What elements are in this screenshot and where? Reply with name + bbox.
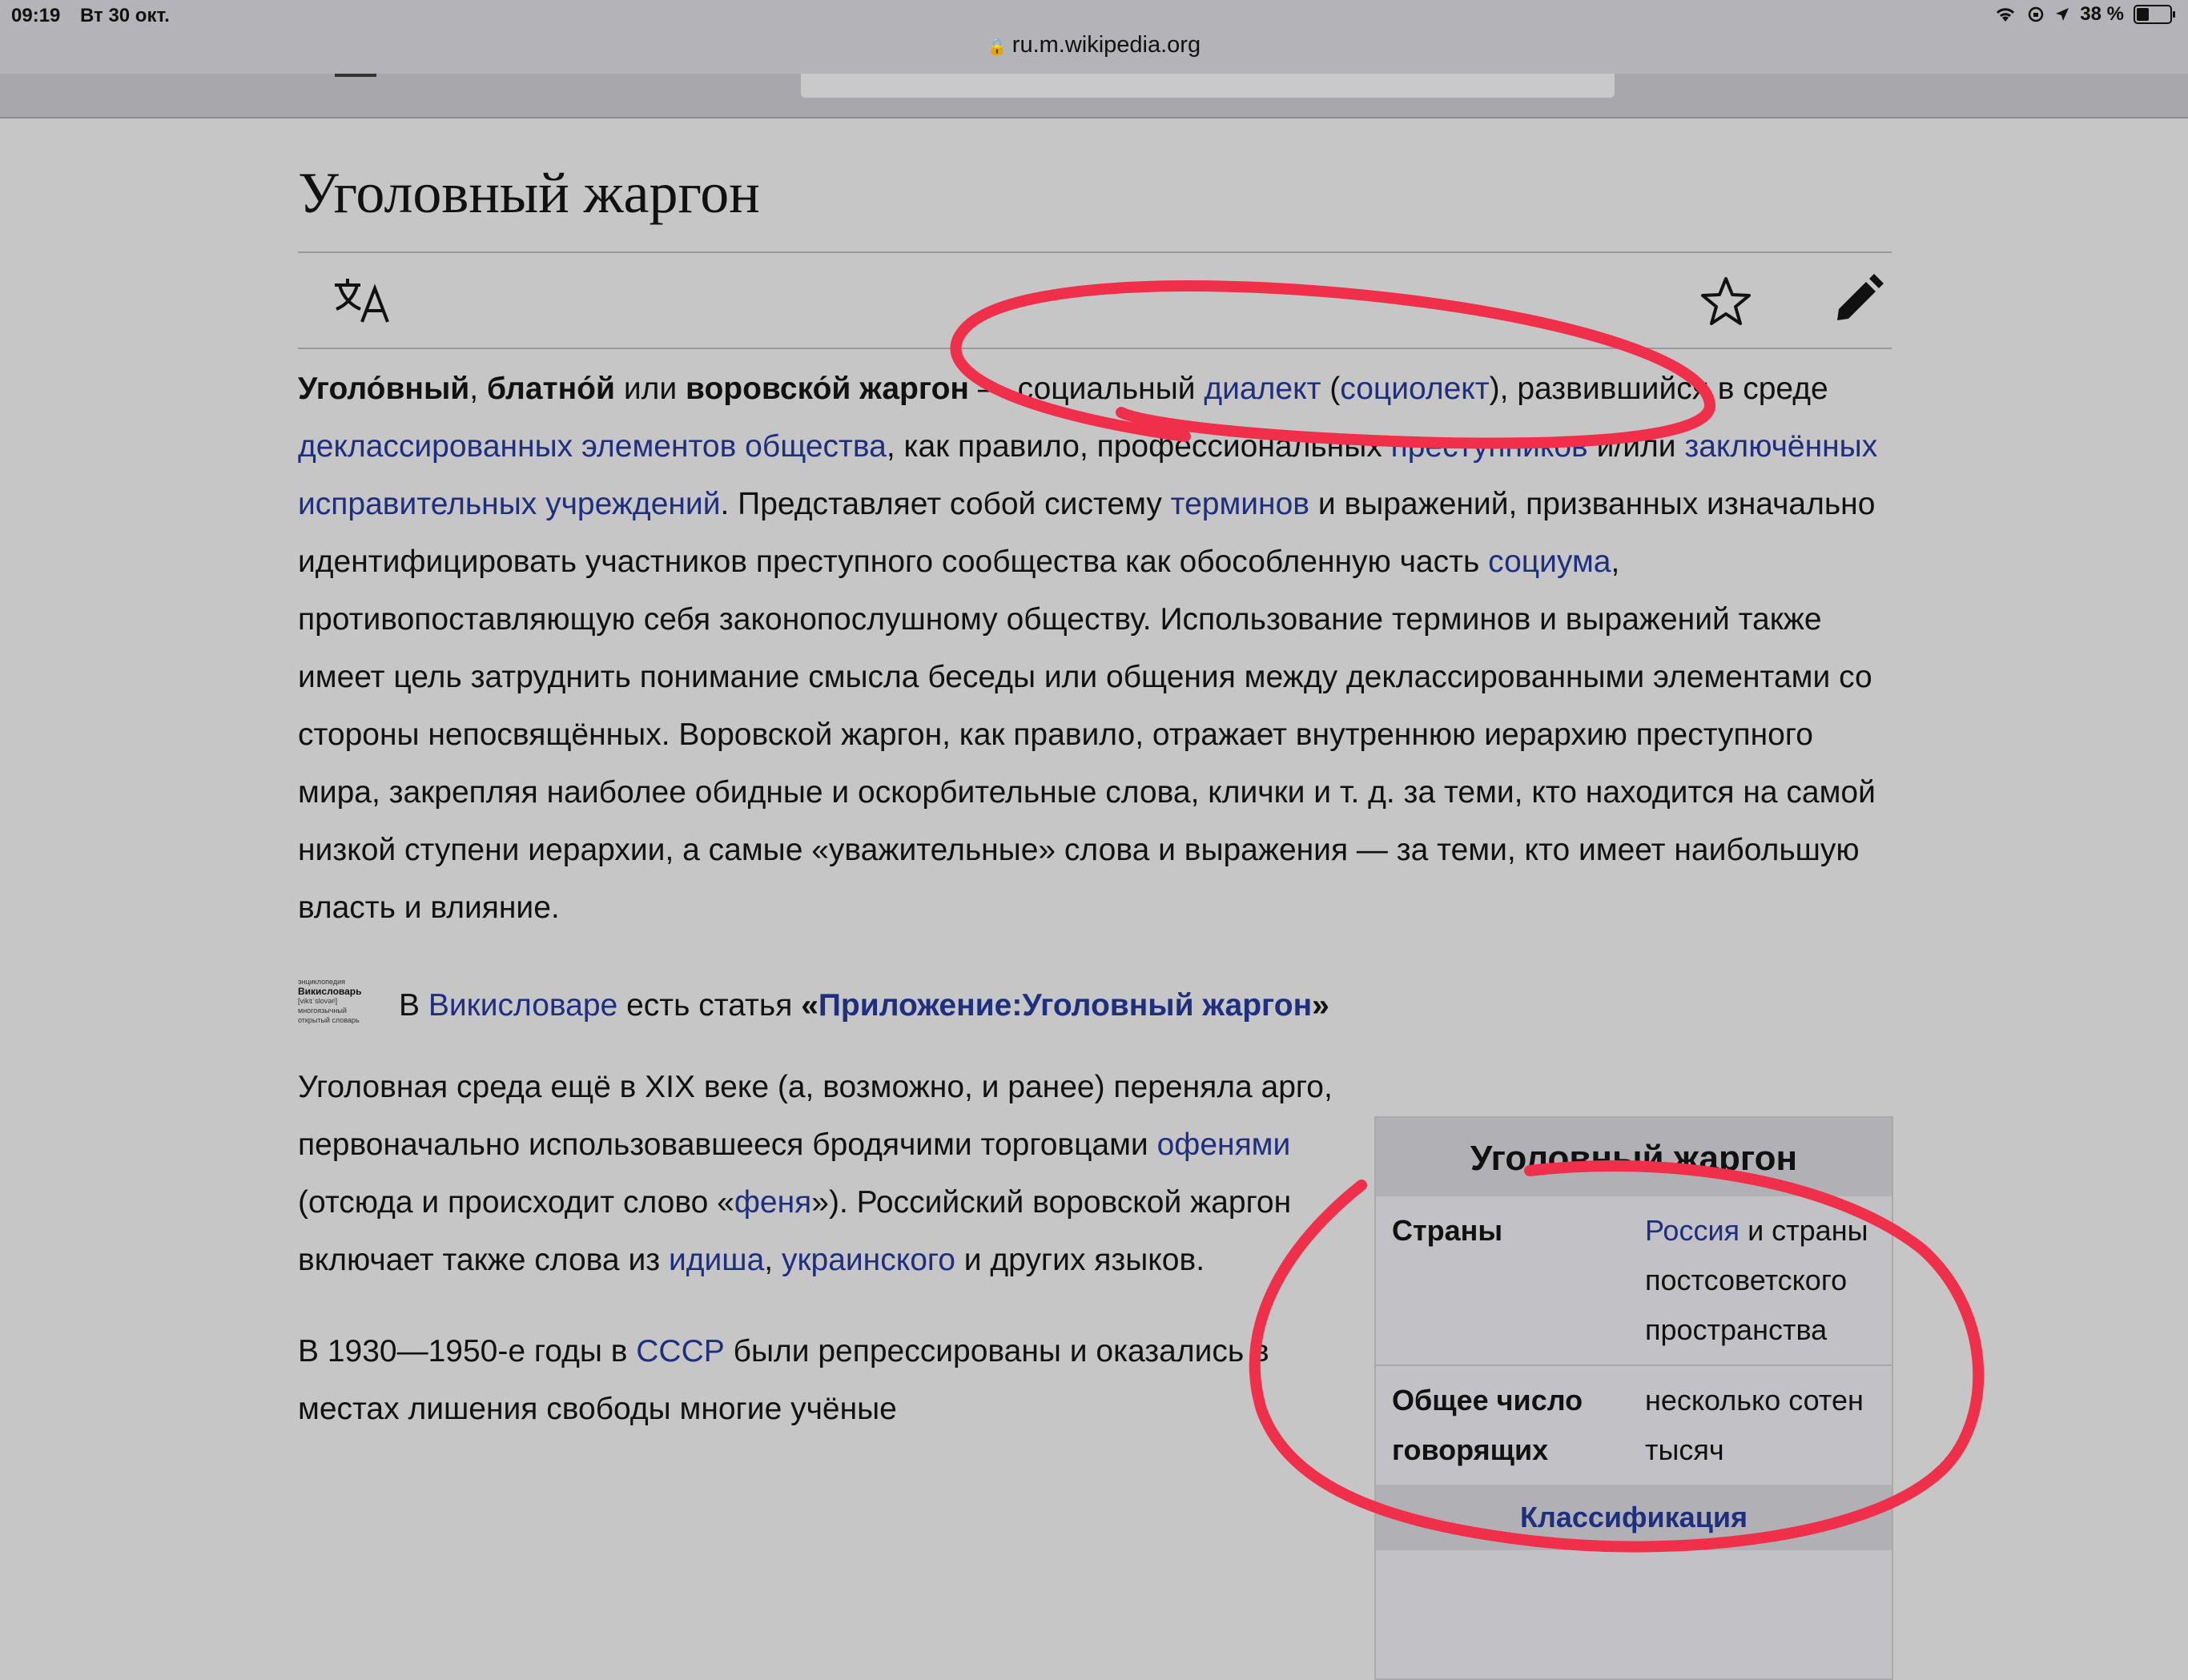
paragraph-3 bbox=[298, 1323, 1355, 1438]
article-link[interactable]: диалект bbox=[1204, 372, 1321, 407]
battery-level bbox=[2137, 8, 2149, 21]
lock-icon: 🔒 bbox=[987, 38, 1008, 56]
text-run: , bbox=[469, 372, 487, 407]
text-run: и/или bbox=[1587, 429, 1685, 464]
hamburger-icon[interactable] bbox=[335, 74, 376, 77]
text-run: , как правило, профессиональных bbox=[886, 429, 1391, 464]
orientation-lock-icon bbox=[2027, 6, 2045, 23]
article-link[interactable]: терминов bbox=[1170, 487, 1310, 522]
text-run: и выражений, призванных изначально идентифицировать участников преступного сообщества как обособленную часть bbox=[298, 487, 1876, 580]
text-run: . Представляет собой систему bbox=[720, 487, 1171, 522]
article-link[interactable]: феня bbox=[734, 1185, 812, 1220]
article-body-left bbox=[298, 977, 1355, 1438]
bold-text: Уголо́вный bbox=[298, 372, 470, 407]
infobox bbox=[1374, 1116, 1893, 1680]
infobox-label-speakers: Общее число говорящих bbox=[1392, 1384, 1583, 1466]
text-run: есть статья bbox=[617, 988, 802, 1023]
pencil-icon[interactable] bbox=[1831, 274, 1884, 327]
countries-rest: и страны постсоветского пространства bbox=[1645, 1214, 1868, 1346]
infobox-table bbox=[1376, 1196, 1892, 1485]
article-link[interactable]: преступников bbox=[1390, 429, 1588, 464]
article-link[interactable]: заключённых исправительных учреждений bbox=[298, 429, 1878, 522]
article-link[interactable]: СССР bbox=[636, 1334, 725, 1369]
bold-text: « bbox=[801, 988, 818, 1023]
text-run: (отсюда и происходит слово « bbox=[298, 1185, 734, 1220]
location-icon bbox=[2054, 6, 2070, 22]
text-run: »). Российский воровской жаргон включает также слова из bbox=[298, 1185, 1292, 1278]
text-run: — социальный bbox=[969, 372, 1205, 407]
text-run: и других языков. bbox=[955, 1243, 1205, 1278]
wifi-icon bbox=[1993, 6, 2017, 23]
paragraph-2 bbox=[298, 1059, 1355, 1289]
wiktionary-notice bbox=[298, 977, 1355, 1035]
article-link[interactable]: социума bbox=[1488, 545, 1611, 580]
text-run: , bbox=[764, 1243, 782, 1278]
bold-text: блатно́й bbox=[486, 372, 615, 407]
article-link[interactable]: офенями bbox=[1156, 1127, 1291, 1163]
wiktionary-text bbox=[399, 977, 1355, 1035]
star-icon[interactable] bbox=[1699, 275, 1752, 328]
text-run: ( bbox=[1321, 372, 1341, 407]
article-link[interactable]: социолект bbox=[1340, 372, 1490, 407]
wiki-header bbox=[0, 74, 2188, 119]
infobox-value-countries bbox=[1629, 1196, 1892, 1365]
wiktionary-logo-line2: Викисловарь bbox=[298, 986, 362, 998]
search-input[interactable] bbox=[801, 74, 1615, 98]
article-link[interactable]: украинского bbox=[781, 1243, 955, 1278]
status-time: 09:19 bbox=[11, 5, 61, 26]
text-run: ), развившийся в среде bbox=[1489, 372, 1828, 407]
wiktionary-logo-line3: [vikʲɪˈslovərʲ] bbox=[298, 997, 338, 1006]
text-run: были репрессированы и оказались в местах лишения свободы многие учёные bbox=[298, 1334, 1269, 1427]
address-bar[interactable] bbox=[0, 32, 2188, 58]
article-link[interactable]: Викисловаре bbox=[428, 988, 618, 1023]
wiktionary-logo-line1: энциклопедия bbox=[298, 978, 345, 987]
status-bar bbox=[0, 0, 2188, 75]
wiktionary-logo-line4: многоязычный bbox=[298, 1007, 347, 1015]
infobox-row-speakers bbox=[1376, 1365, 1892, 1485]
bold-text: » bbox=[1312, 988, 1329, 1023]
infobox-row-countries bbox=[1376, 1196, 1892, 1365]
link-russia[interactable]: Россия bbox=[1645, 1214, 1740, 1247]
url-text: ru.m.wikipedia.org bbox=[1012, 32, 1201, 58]
article-link[interactable]: Приложение:Уголовный жаргон bbox=[818, 988, 1313, 1023]
text-run: В bbox=[399, 988, 428, 1023]
lead-paragraph bbox=[298, 360, 1892, 937]
article-toolbar bbox=[298, 251, 1892, 349]
classification-link[interactable]: Классификация bbox=[1520, 1501, 1748, 1533]
text-run: , противопоставляющую себя законопослушному обществу. Использование терминов и выражений также имеет цель затруднить понимание смысла беседы или общения между деклассированными элементами со стороны непосвящённых. Воровской жаргон, как правило, отражает внутреннюю иерархию преступного мира, закрепляя наиболее обидные и оскорбительные слова, клички и т. д. за теми, кто находится на самой низкой ступени иерархии, а самые «уважительные» слова и выражения — за теми, кто имеет наибольшую власть и влияние. bbox=[298, 545, 1876, 926]
status-date: Вт 30 окт. bbox=[80, 5, 170, 26]
infobox-value-speakers: несколько сотен тысяч bbox=[1645, 1384, 1864, 1466]
infobox-section-classification[interactable] bbox=[1376, 1485, 1892, 1550]
infobox-label-countries: Страны bbox=[1376, 1196, 1629, 1365]
article-link[interactable]: идиша bbox=[668, 1243, 765, 1278]
article-link[interactable]: деклассированных элементов общества bbox=[298, 429, 887, 464]
text-run: Уголовная среда ещё в XIX веке (а, возможно, и ранее) переняла арго, первоначально использовавшееся бродячими торговцами bbox=[298, 1070, 1333, 1163]
battery-icon bbox=[2134, 5, 2172, 24]
translate-icon[interactable] bbox=[333, 277, 394, 325]
infobox-title: Уголовный жаргон bbox=[1376, 1118, 1892, 1196]
wiktionary-logo-line5: открытый словарь bbox=[298, 1016, 360, 1025]
status-indicators bbox=[1993, 3, 2172, 26]
wiktionary-logo bbox=[298, 977, 381, 1055]
page-title: Уголовный жаргон bbox=[298, 161, 760, 225]
text-run: В 1930—1950-е годы в bbox=[298, 1334, 637, 1369]
bold-text: воровско́й жаргон bbox=[685, 372, 969, 407]
text-run: или bbox=[614, 372, 686, 407]
battery-percent: 38 % bbox=[2080, 3, 2124, 25]
